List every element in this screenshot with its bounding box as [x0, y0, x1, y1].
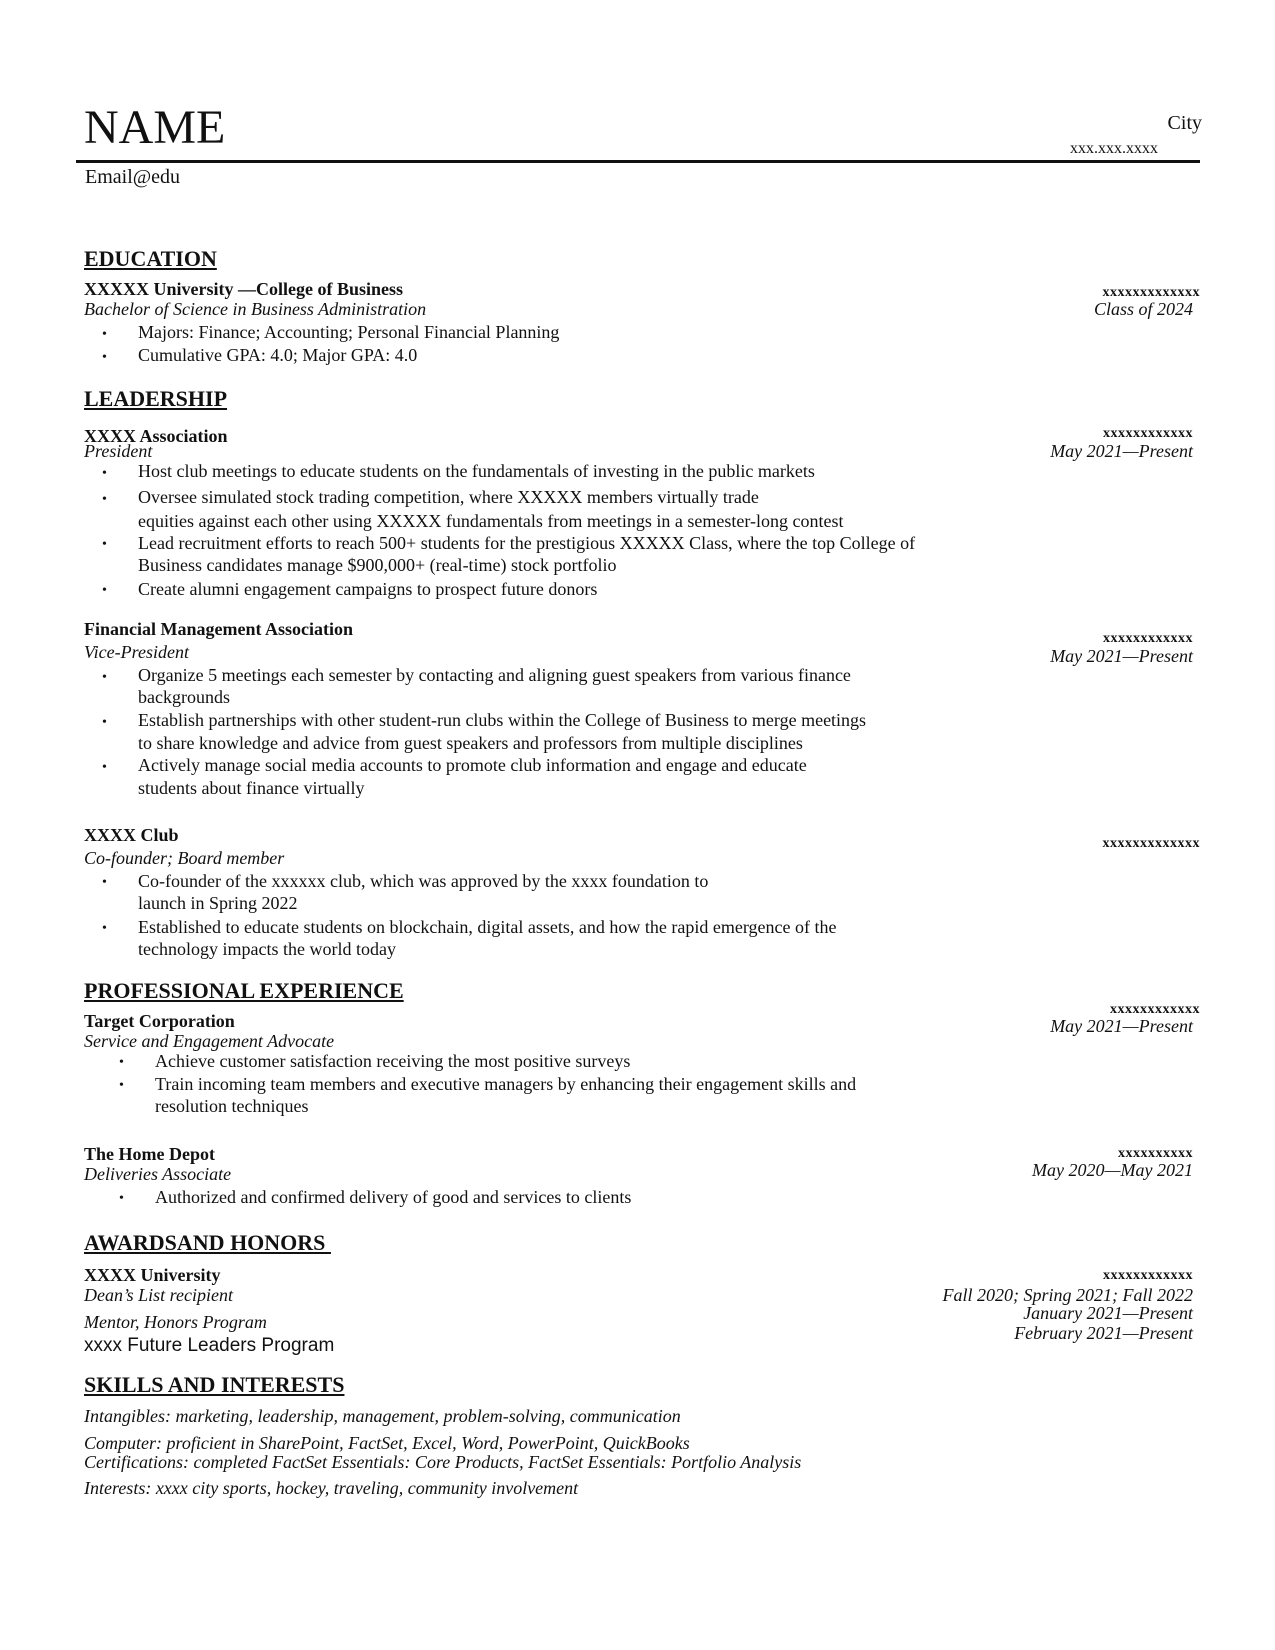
bullet-icon: • — [102, 921, 107, 936]
section-heading-skills: SKILLS AND INTERESTS — [84, 1372, 345, 1397]
list-item-continued: technology impacts the world today — [138, 939, 396, 959]
award-date: Fall 2020; Spring 2021; Fall 2022 — [942, 1285, 1193, 1305]
header-divider — [76, 160, 1200, 163]
bullet-icon: • — [102, 670, 107, 685]
job-dates: May 2021—Present — [1050, 1016, 1193, 1036]
phone: xxx.xxx.xxxx — [1070, 140, 1158, 157]
list-item-continued: resolution techniques — [155, 1096, 309, 1116]
bullet-icon: • — [102, 760, 107, 775]
email: Email@edu — [85, 166, 181, 188]
list-item-continued: to share knowledge and advice from guest speakers and professors from multiple disciplines — [138, 733, 803, 753]
list-item-continued: students about finance virtually — [138, 778, 365, 798]
skills-line: Computer: proficient in SharePoint, FactSet, Excel, Word, PowerPoint, QuickBooks — [84, 1433, 690, 1453]
bullet-icon: • — [119, 1055, 124, 1070]
bullet-icon: • — [102, 466, 107, 481]
org-name: Financial Management Association — [84, 619, 353, 639]
list-item: Create alumni engagement campaigns to prospect future donors — [138, 579, 598, 599]
org-name: XXXX Club — [84, 825, 179, 845]
list-item-continued: Business candidates manage $900,000+ (real-time) stock portfolio — [138, 555, 617, 575]
school-location: xxxxxxxxxxxxx — [1102, 285, 1200, 300]
bullet-icon: • — [102, 715, 107, 730]
list-item-continued: launch in Spring 2022 — [138, 893, 298, 913]
list-item: Oversee simulated stock trading competition, where XXXXX members virtually trade — [138, 487, 759, 507]
list-item: Train incoming team members and executive managers by enhancing their engagement skills and — [155, 1074, 857, 1094]
skills-line: Interests: xxxx city sports, hockey, traveling, community involvement — [84, 1478, 579, 1498]
award-date: January 2021—Present — [1023, 1303, 1193, 1323]
award-item: Mentor, Honors Program — [84, 1312, 267, 1332]
city: City — [1167, 112, 1202, 134]
list-item: Authorized and confirmed delivery of good and services to clients — [155, 1187, 632, 1207]
company-location: xxxxxxxxxx — [1118, 1146, 1193, 1161]
list-item: Host club meetings to educate students on the fundamentals of investing in the public markets — [138, 461, 815, 481]
section-heading-experience: PROFESSIONAL EXPERIENCE — [84, 978, 404, 1003]
school-name: XXXXX University —College of Business — [84, 279, 403, 299]
section-heading-leadership: LEADERSHIP — [84, 386, 228, 411]
resume-name: NAME — [84, 101, 226, 154]
bullet-icon: • — [102, 537, 107, 552]
bullet-icon: • — [102, 583, 107, 598]
list-item: Actively manage social media accounts to promote club information and engage and educate — [138, 755, 807, 775]
role-title: President — [84, 441, 153, 461]
list-item: Established to educate students on blockchain, digital assets, and how the rapid emergence of the — [138, 917, 837, 937]
skills-line: Certifications: completed FactSet Essentials: Core Products, FactSet Essentials: Portfolio Analysis — [84, 1452, 802, 1472]
list-item: Co-founder of the xxxxxx club, which was approved by the xxxx foundation to — [138, 871, 709, 891]
list-item-continued: equities against each other using XXXXX fundamentals from meetings in a semester-long contest — [138, 511, 844, 531]
award-item: xxxx Future Leaders Program — [84, 1335, 335, 1356]
bullet-icon: • — [119, 1191, 124, 1206]
org-location: xxxxxxxxxxxx — [1103, 631, 1193, 646]
role-title: Vice-President — [84, 642, 189, 662]
award-location: xxxxxxxxxxxx — [1103, 1268, 1193, 1283]
bullet-icon: • — [119, 1078, 124, 1093]
company-name: The Home Depot — [84, 1144, 215, 1164]
graduation-date: Class of 2024 — [1093, 299, 1193, 319]
list-item: Organize 5 meetings each semester by contacting and aligning guest speakers from various finance — [138, 665, 851, 685]
bullet-icon: • — [102, 350, 107, 365]
list-item: Cumulative GPA: 4.0; Major GPA: 4.0 — [138, 345, 418, 365]
bullet-icon: • — [102, 492, 107, 507]
award-date: February 2021—Present — [1014, 1323, 1193, 1343]
section-heading-education: EDUCATION — [84, 246, 217, 271]
role-dates: May 2021—Present — [1050, 441, 1193, 461]
skills-line: Intangibles: marketing, leadership, management, problem-solving, communication — [84, 1406, 681, 1426]
list-item-continued: backgrounds — [138, 687, 230, 707]
role-dates: May 2021—Present — [1050, 646, 1193, 666]
list-item: Majors: Finance; Accounting; Personal Financial Planning — [138, 322, 560, 342]
company-name: Target Corporation — [84, 1011, 235, 1031]
list-item: Lead recruitment efforts to reach 500+ students for the prestigious XXXXX Class, where the top College of — [138, 533, 916, 553]
org-location: xxxxxxxxxxxx — [1103, 426, 1193, 441]
award-item: Dean’s List recipient — [84, 1285, 233, 1305]
bullet-icon: • — [102, 875, 107, 890]
award-org: XXXX University — [84, 1265, 221, 1285]
list-item: Establish partnerships with other student-run clubs within the College of Business to merge meetings — [138, 710, 867, 730]
org-name: XXXX Association — [84, 426, 228, 446]
job-title: Service and Engagement Advocate — [84, 1031, 335, 1051]
role-title: Co-founder; Board member — [84, 848, 285, 868]
org-location: xxxxxxxxxxxxx — [1102, 836, 1200, 851]
company-location: xxxxxxxxxxxx — [1110, 1002, 1200, 1017]
section-heading-awards: AWARDSAND HONORS — [84, 1230, 331, 1255]
bullet-icon: • — [102, 327, 107, 342]
list-item: Achieve customer satisfaction receiving the most positive surveys — [155, 1051, 631, 1071]
degree: Bachelor of Science in Business Administration — [84, 299, 427, 319]
job-dates: May 2020—May 2021 — [1032, 1160, 1193, 1180]
job-title: Deliveries Associate — [84, 1164, 232, 1184]
